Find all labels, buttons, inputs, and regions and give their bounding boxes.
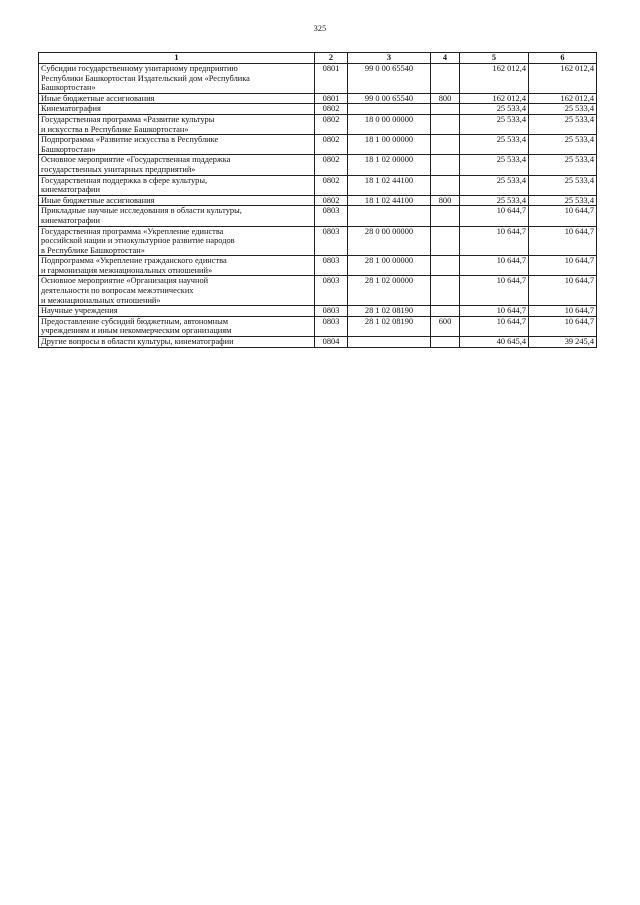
row-sum-2-cell: 10 644,7 [529, 226, 597, 256]
row-expense-type-cell [431, 155, 460, 175]
row-expense-type-cell [431, 226, 460, 256]
row-name-cell: Кинематография [39, 104, 315, 115]
row-sum-2-cell: 10 644,7 [529, 316, 597, 336]
row-sum-2-cell: 25 533,4 [529, 114, 597, 134]
table-row [39, 206, 597, 226]
table-row [39, 104, 597, 115]
row-sum-2-cell: 25 533,4 [529, 155, 597, 175]
row-sum-1-cell: 25 533,4 [460, 155, 529, 175]
row-sum-1-cell: 162 012,4 [460, 93, 529, 104]
row-expense-type-cell [431, 135, 460, 155]
table-row [39, 195, 597, 206]
row-section-cell: 0801 [315, 93, 348, 104]
row-target-cell: 28 1 00 00000 [348, 256, 431, 276]
row-expense-type-cell [431, 64, 460, 94]
row-sum-2-cell: 39 245,4 [529, 337, 597, 348]
row-target-cell: 99 0 00 65540 [348, 93, 431, 104]
row-section-cell: 0802 [315, 114, 348, 134]
row-target-cell: 18 1 02 00000 [348, 155, 431, 175]
table-row [39, 337, 597, 348]
row-name-cell: Прикладные научные исследования в области культуры, кинематографии [39, 206, 315, 226]
row-name-cell: Предоставление субсидий бюджетным, автономным учреждениям и иным некоммерческим организациям [39, 316, 315, 336]
row-section-cell: 0803 [315, 206, 348, 226]
row-target-cell: 18 1 02 44100 [348, 175, 431, 195]
row-sum-1-cell: 10 644,7 [460, 276, 529, 306]
row-section-cell: 0801 [315, 64, 348, 94]
row-section-cell: 0802 [315, 155, 348, 175]
table-body [39, 64, 597, 348]
row-target-cell: 18 1 02 44100 [348, 195, 431, 206]
table-row [39, 306, 597, 317]
table-row [39, 316, 597, 336]
table-row [39, 256, 597, 276]
table-row [39, 64, 597, 94]
row-target-cell: 18 0 00 00000 [348, 114, 431, 134]
row-name-cell: Иные бюджетные ассигнования [39, 195, 315, 206]
row-section-cell: 0803 [315, 276, 348, 306]
row-sum-1-cell: 25 533,4 [460, 104, 529, 115]
row-name-cell: Другие вопросы в области культуры, кинематографии [39, 337, 315, 348]
row-sum-2-cell: 162 012,4 [529, 64, 597, 94]
row-name-cell: Субсидии государственному унитарному предприятию Республики Башкортостан Издательский дом «Республика Башкортостан» [39, 64, 315, 94]
row-expense-type-cell: 600 [431, 316, 460, 336]
table-row [39, 175, 597, 195]
row-expense-type-cell [431, 206, 460, 226]
row-sum-1-cell: 25 533,4 [460, 195, 529, 206]
header-row [39, 53, 597, 64]
row-sum-2-cell: 10 644,7 [529, 256, 597, 276]
row-target-cell: 18 1 00 00000 [348, 135, 431, 155]
row-expense-type-cell [431, 256, 460, 276]
header-col-1: 1 [39, 53, 315, 64]
row-target-cell: 28 1 02 08190 [348, 316, 431, 336]
row-sum-1-cell: 162 012,4 [460, 64, 529, 94]
row-section-cell: 0802 [315, 195, 348, 206]
row-section-cell: 0803 [315, 316, 348, 336]
table-header [39, 53, 597, 64]
row-sum-2-cell: 25 533,4 [529, 175, 597, 195]
row-target-cell: 28 0 00 00000 [348, 226, 431, 256]
row-expense-type-cell [431, 276, 460, 306]
row-name-cell: Подпрограмма «Укрепление гражданского единства и гармонизация межнациональных отношений» [39, 256, 315, 276]
header-col-6: 6 [529, 53, 597, 64]
row-expense-type-cell [431, 114, 460, 134]
row-sum-2-cell: 25 533,4 [529, 104, 597, 115]
row-expense-type-cell [431, 337, 460, 348]
table-row [39, 114, 597, 134]
row-sum-1-cell: 25 533,4 [460, 175, 529, 195]
row-expense-type-cell [431, 306, 460, 317]
row-name-cell: Основное мероприятие «Организация научной деятельности по вопросам межэтнических и межнациональных отношений» [39, 276, 315, 306]
row-name-cell: Государственная программа «Укрепление единства российской нации и этнокультурное развитие народов в Республике Башкортостан» [39, 226, 315, 256]
row-section-cell: 0803 [315, 256, 348, 276]
row-sum-2-cell: 25 533,4 [529, 135, 597, 155]
row-sum-1-cell: 10 644,7 [460, 226, 529, 256]
row-target-cell: 28 1 02 00000 [348, 276, 431, 306]
table-row [39, 276, 597, 306]
row-name-cell: Научные учреждения [39, 306, 315, 317]
row-target-cell [348, 206, 431, 226]
row-section-cell: 0802 [315, 135, 348, 155]
row-sum-1-cell: 25 533,4 [460, 114, 529, 134]
row-name-cell: Иные бюджетные ассигнования [39, 93, 315, 104]
row-sum-1-cell: 10 644,7 [460, 306, 529, 317]
row-sum-2-cell: 10 644,7 [529, 306, 597, 317]
row-target-cell: 99 0 00 65540 [348, 64, 431, 94]
table-row [39, 93, 597, 104]
row-sum-2-cell: 25 533,4 [529, 195, 597, 206]
row-name-cell: Государственная программа «Развитие культуры и искусства в Республике Башкортостан» [39, 114, 315, 134]
row-target-cell: 28 1 02 08190 [348, 306, 431, 317]
row-sum-2-cell: 10 644,7 [529, 276, 597, 306]
row-sum-1-cell: 25 533,4 [460, 135, 529, 155]
row-expense-type-cell [431, 104, 460, 115]
page-number: 325 [313, 24, 327, 33]
row-sum-2-cell: 162 012,4 [529, 93, 597, 104]
row-section-cell: 0803 [315, 306, 348, 317]
table-row [39, 155, 597, 175]
row-sum-1-cell: 10 644,7 [460, 206, 529, 226]
table-row [39, 226, 597, 256]
row-name-cell: Государственная поддержка в сфере культуры, кинематографии [39, 175, 315, 195]
row-section-cell: 0803 [315, 226, 348, 256]
row-section-cell: 0804 [315, 337, 348, 348]
row-expense-type-cell [431, 175, 460, 195]
row-name-cell: Подпрограмма «Развитие искусства в Республике Башкортостан» [39, 135, 315, 155]
row-expense-type-cell: 800 [431, 195, 460, 206]
row-section-cell: 0802 [315, 175, 348, 195]
row-target-cell [348, 104, 431, 115]
row-section-cell: 0802 [315, 104, 348, 115]
row-expense-type-cell: 800 [431, 93, 460, 104]
row-sum-1-cell: 10 644,7 [460, 316, 529, 336]
row-name-cell: Основное мероприятие «Государственная поддержка государственных унитарных предприятий» [39, 155, 315, 175]
header-col-3: 3 [348, 53, 431, 64]
row-sum-2-cell: 10 644,7 [529, 206, 597, 226]
header-col-2: 2 [315, 53, 348, 64]
row-sum-1-cell: 40 645,4 [460, 337, 529, 348]
row-sum-1-cell: 10 644,7 [460, 256, 529, 276]
table-row [39, 135, 597, 155]
header-col-5: 5 [460, 53, 529, 64]
row-target-cell [348, 337, 431, 348]
header-col-4: 4 [431, 53, 460, 64]
budget-table [38, 52, 597, 348]
